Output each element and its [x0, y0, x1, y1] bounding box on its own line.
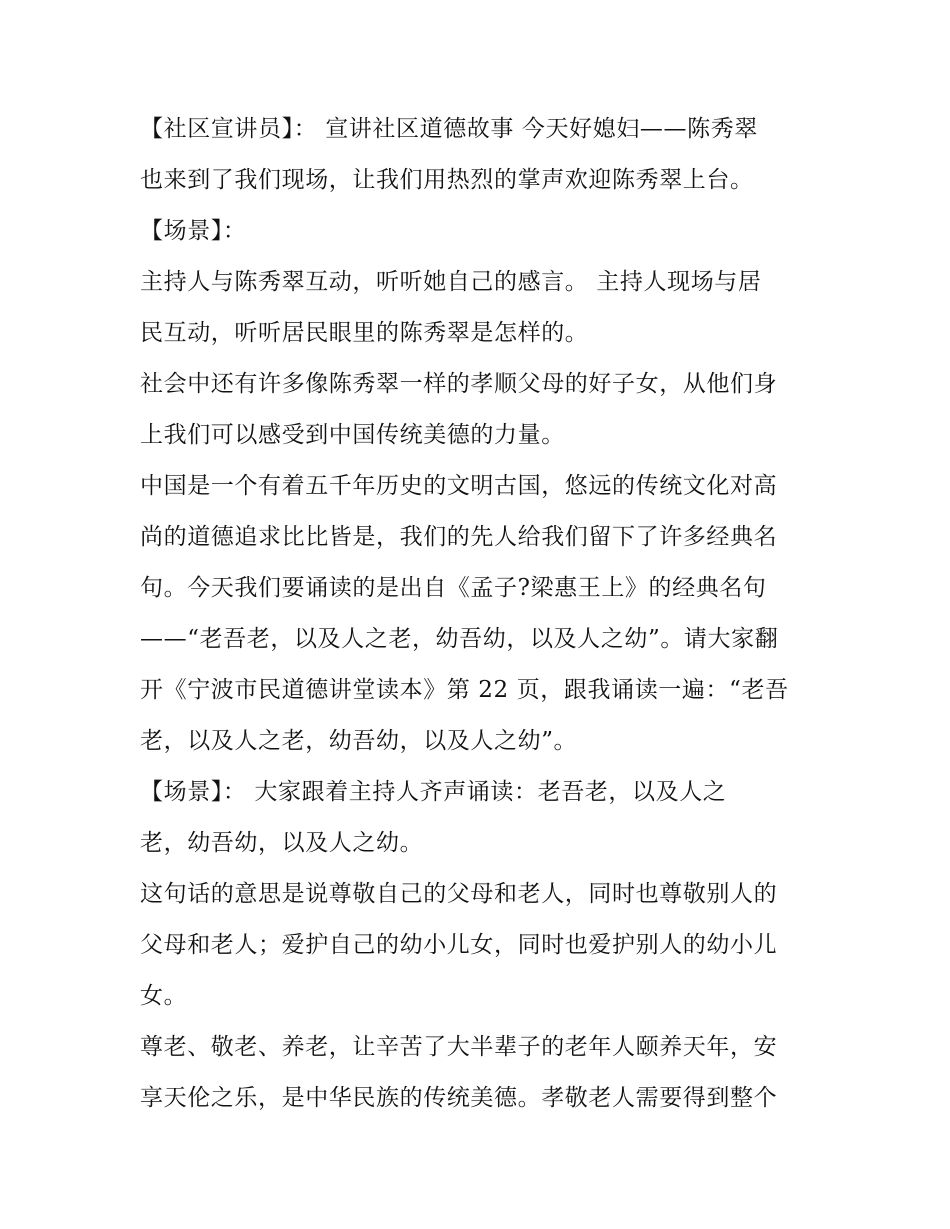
text-line: ——“老吾老，以及人之老，幼吾幼，以及人之幼”。请大家翻: [140, 626, 779, 652]
text-line: 开《宁波市民道德讲堂读本》第 22 页，跟我诵读一遍：“老吾: [140, 677, 789, 703]
text-line: 【场景】： 大家跟着主持人齐声诵读：老吾老，以及人之: [140, 779, 727, 805]
text-line: 享天伦之乐，是中华民族的传统美德。孝敬老人需要得到整个: [140, 1085, 778, 1111]
text-line: 中国是一个有着五千年历史的文明古国，悠远的传统文化对高: [140, 473, 778, 499]
text-line: 老，以及人之老，幼吾幼，以及人之幼”。: [140, 728, 578, 754]
text-line: 这句话的意思是说尊敬自己的父母和老人，同时也尊敬别人的: [140, 881, 778, 907]
text-line: 社会中还有许多像陈秀翠一样的孝顺父母的好子女，从他们身: [140, 371, 778, 397]
text-line: 女。: [140, 983, 188, 1009]
text-line: 上我们可以感受到中国传统美德的力量。: [140, 422, 565, 448]
text-line: 主持人与陈秀翠互动，听听她自己的感言。 主持人现场与居: [140, 269, 762, 295]
text-line: 尊老、敬老、养老，让辛苦了大半辈子的老年人颐养天年，安: [140, 1034, 778, 1060]
text-line: 老，幼吾幼，以及人之幼。: [140, 830, 424, 856]
document-body: [140, 104, 820, 1124]
text-line: 句。今天我们要诵读的是出自《孟子?梁惠王上》的经典名句: [140, 575, 767, 601]
text-line: 也来到了我们现场，让我们用热烈的掌声欢迎陈秀翠上台。: [140, 167, 754, 193]
text-line: 【场景】：: [140, 218, 247, 244]
text-line: 【社区宣讲员】： 宣讲社区道德故事 今天好媳妇——陈秀翠: [140, 116, 758, 142]
text-line: 民互动，听听居民眼里的陈秀翠是怎样的。: [140, 320, 589, 346]
text-line: 尚的道德追求比比皆是，我们的先人给我们留下了许多经典名: [140, 524, 778, 550]
text-line: 父母和老人；爱护自己的幼小儿女，同时也爱护别人的幼小儿: [140, 932, 778, 958]
